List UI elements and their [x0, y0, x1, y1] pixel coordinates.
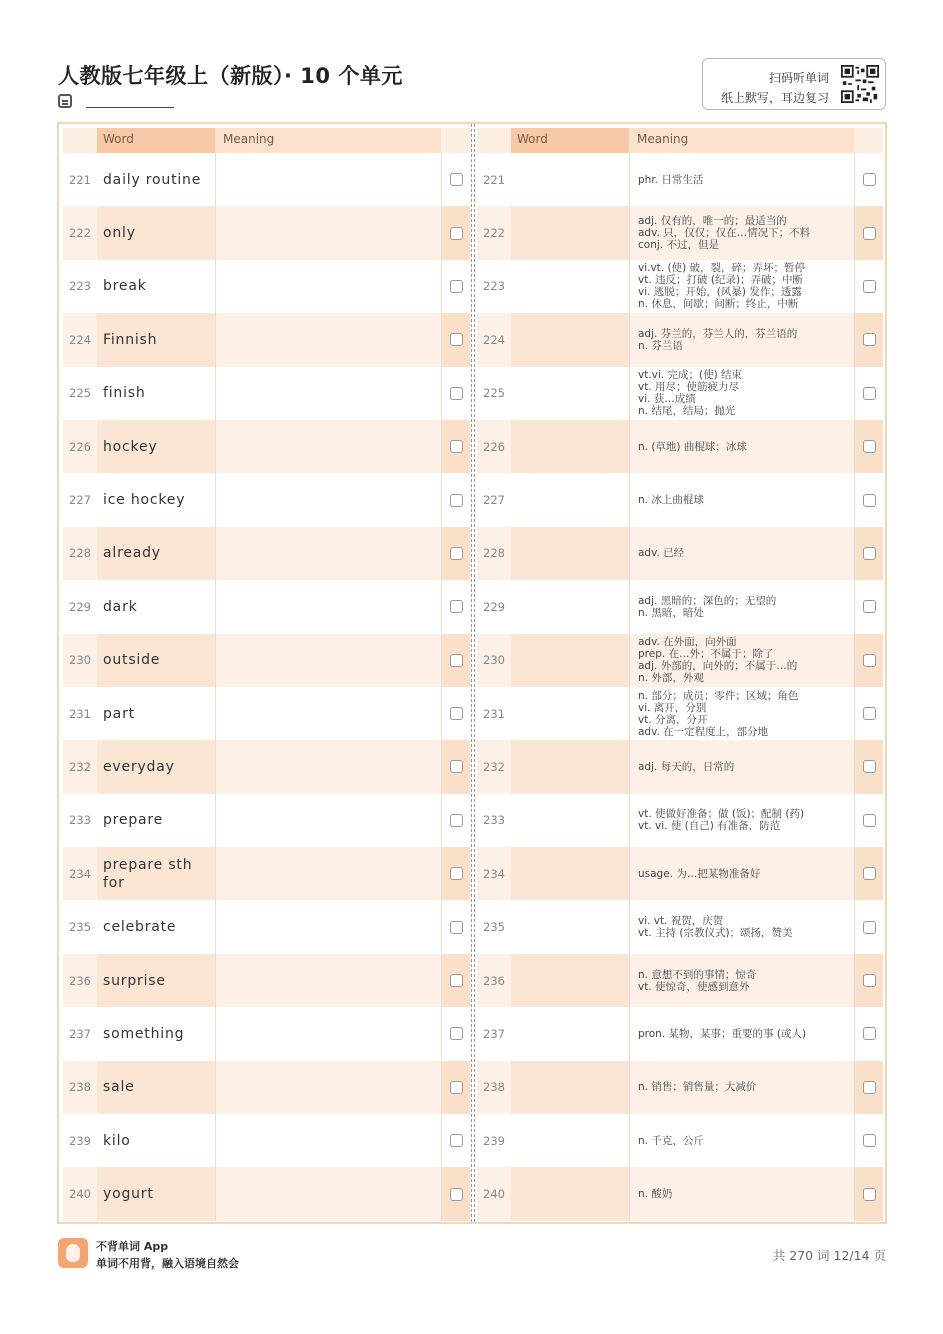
row-number: 224 [483, 332, 505, 347]
word-cell: everyday [97, 740, 215, 793]
table-row [477, 954, 883, 1007]
word-cell: hockey [97, 420, 215, 473]
row-number: 230 [483, 653, 505, 668]
word-cell: dark [103, 598, 138, 615]
word-blank-cell [511, 1007, 629, 1060]
table-row [63, 206, 470, 259]
table-row [477, 900, 883, 953]
row-number: 225 [69, 386, 91, 401]
check-cell [441, 634, 470, 687]
row-number: 226 [69, 439, 91, 454]
check-cell [854, 313, 883, 366]
check-cell [854, 954, 883, 1007]
checkbox[interactable] [450, 494, 463, 507]
meaning-blank-cell [215, 527, 441, 580]
check-cell [441, 1007, 470, 1060]
word-cell: kilo [103, 1132, 131, 1149]
check-cell [441, 367, 470, 420]
table-header [63, 128, 470, 153]
check-cell [441, 527, 470, 580]
check-cell [854, 900, 883, 953]
row-number: 231 [69, 706, 91, 721]
row-number: 237 [69, 1026, 91, 1041]
table-row [477, 206, 883, 259]
check-cell [854, 1167, 883, 1220]
word-cell: prepare [103, 812, 164, 829]
meaning-blank-cell [215, 367, 441, 420]
word-blank-cell [511, 1114, 629, 1167]
table-row [63, 153, 470, 206]
checkbox[interactable] [450, 280, 463, 293]
row-number: 232 [483, 759, 505, 774]
meaning-cell: adj. 黑暗的；深色的；无望的 n. 黑暗，暗处 [629, 580, 854, 633]
checkbox[interactable] [863, 440, 876, 453]
row-number: 225 [483, 386, 505, 401]
header-word: Word [511, 128, 629, 153]
table-row [477, 313, 883, 366]
meaning-cell: n. 销售；销售量；大减价 [629, 1061, 854, 1114]
row-number: 223 [69, 279, 91, 294]
word-cell: celebrate [103, 919, 177, 936]
word-cell: part [103, 705, 135, 722]
meaning-cell: vi.vt. (使) 破，裂，碎；弄坏；暂停 vt. 违反；打破 (纪录)；弄破；中断 vi. 逃脱；开始，(风暴) 发作；透露 n. 休息，间歇；间断；终止，中断 [629, 260, 854, 313]
check-cell [854, 740, 883, 793]
check-cell [854, 527, 883, 580]
table-row [63, 420, 470, 473]
table-row [477, 420, 883, 473]
checkbox[interactable] [863, 760, 876, 773]
app-name: 不背单词 App [96, 1240, 169, 1253]
meaning-blank-cell [215, 420, 441, 473]
meaning-cell: vt. 使做好准备；做 (饭)；配制 (药) vt. vi. 使 (自己) 有准备，防范 [629, 794, 854, 847]
meaning-cell: n. 酸奶 [629, 1167, 854, 1220]
table-row [63, 687, 470, 740]
word-blank-cell [511, 1061, 629, 1114]
table-row [477, 367, 883, 420]
check-cell [854, 1114, 883, 1167]
checkbox[interactable] [450, 227, 463, 240]
table-row [63, 847, 470, 900]
checkbox[interactable] [450, 1081, 463, 1094]
meaning-blank-cell [215, 954, 441, 1007]
checkbox[interactable] [450, 173, 463, 186]
row-number: 240 [69, 1187, 91, 1202]
row-number: 233 [69, 813, 91, 828]
meaning-blank-cell [215, 206, 441, 259]
left-rows [63, 153, 470, 1221]
table-row [477, 740, 883, 793]
row-number: 229 [69, 599, 91, 614]
row-number: 238 [69, 1080, 91, 1095]
meaning-cell: n. 意想不到的事情；惊奇 vt. 使惊奇，使感到意外 [629, 954, 854, 1007]
row-number: 222 [69, 226, 91, 241]
meaning-cell: adv. 在外面，向外面 prep. 在…外；不属于；除了 adj. 外部的，向外的；不属于…的 n. 外部，外观 [629, 634, 854, 687]
check-cell [854, 206, 883, 259]
table-row [63, 954, 470, 1007]
check-cell [854, 260, 883, 313]
check-cell [854, 580, 883, 633]
meaning-cell: vt.vi. 完成；(使) 结束 vt. 用尽；使筋疲力尽 vi. 获…成绩 n. 结尾，结局；抛光 [629, 367, 854, 420]
checkbox[interactable] [863, 867, 876, 880]
header-meaning: Meaning [215, 128, 441, 153]
row-number: 230 [69, 653, 91, 668]
word-cell: outside [97, 634, 215, 687]
checkbox[interactable] [450, 600, 463, 613]
table-row [63, 794, 470, 847]
row-number: 222 [483, 226, 505, 241]
word-cell: surprise [97, 954, 215, 1007]
table-header [477, 128, 883, 153]
word-blank-cell [511, 954, 629, 1007]
word-blank-cell [511, 527, 629, 580]
table-row [477, 794, 883, 847]
meaning-blank-cell [215, 1007, 441, 1060]
checkbox[interactable] [863, 333, 876, 346]
checkbox[interactable] [863, 814, 876, 827]
name-blank-line [86, 107, 174, 108]
meaning-blank-cell [215, 580, 441, 633]
meaning-blank-cell [215, 847, 441, 900]
row-number: 234 [69, 866, 91, 881]
row-number: 235 [483, 920, 505, 935]
table-row [63, 1061, 470, 1114]
name-icon [58, 94, 72, 108]
check-cell [441, 1114, 470, 1167]
check-cell [854, 794, 883, 847]
meaning-blank-cell [215, 473, 441, 526]
page-title: 人教版七年级上（新版）· 10 个单元 [58, 64, 403, 88]
check-cell [854, 687, 883, 740]
row-number: 228 [483, 546, 505, 561]
checkbox[interactable] [863, 280, 876, 293]
checkbox[interactable] [863, 173, 876, 186]
meaning-cell: vi. vt. 祝贺，庆贺 vt. 主持 (宗教仪式)；颂扬，赞美 [629, 900, 854, 953]
check-cell [441, 580, 470, 633]
word-blank-cell [511, 634, 629, 687]
word-blank-cell [511, 794, 629, 847]
row-number: 233 [483, 813, 505, 828]
check-cell [441, 420, 470, 473]
table-row [477, 473, 883, 526]
word-blank-cell [511, 1167, 629, 1220]
word-cell: finish [103, 385, 146, 402]
check-cell [441, 1167, 470, 1220]
checkbox[interactable] [450, 547, 463, 560]
word-cell: Finnish [97, 313, 215, 366]
check-cell [441, 954, 470, 1007]
row-number: 234 [483, 866, 505, 881]
checkbox[interactable] [450, 760, 463, 773]
checkbox[interactable] [450, 333, 463, 346]
word-blank-cell [511, 153, 629, 206]
meaning-blank-cell [215, 794, 441, 847]
table-row [477, 634, 883, 687]
check-cell [854, 847, 883, 900]
meaning-cell: adv. 已经 [629, 527, 854, 580]
checkbox[interactable] [450, 867, 463, 880]
row-number: 240 [483, 1187, 505, 1202]
table-row [63, 740, 470, 793]
meaning-blank-cell [215, 687, 441, 740]
word-cell: daily routine [103, 171, 202, 188]
worksheet-frame [57, 122, 887, 1224]
row-number: 239 [69, 1133, 91, 1148]
meaning-cell: adj. 每天的，日常的 [629, 740, 854, 793]
row-number: 221 [483, 172, 505, 187]
checkbox[interactable] [863, 600, 876, 613]
row-number: 228 [69, 546, 91, 561]
table-row [63, 527, 470, 580]
word-cell: prepare sth for [97, 847, 215, 900]
table-row [63, 473, 470, 526]
row-number: 227 [483, 493, 505, 508]
meaning-blank-cell [215, 740, 441, 793]
check-cell [441, 473, 470, 526]
table-row [477, 1114, 883, 1167]
row-number: 231 [483, 706, 505, 721]
app-slogan: 单词不用背，融入语境自然会 [96, 1257, 239, 1270]
check-cell [854, 634, 883, 687]
checkbox[interactable] [863, 654, 876, 667]
checkbox[interactable] [450, 921, 463, 934]
check-cell [441, 900, 470, 953]
row-number: 226 [483, 439, 505, 454]
qr-caption-dictation: 纸上默写，耳边复习 [720, 91, 829, 105]
table-row [63, 260, 470, 313]
word-cell: already [97, 527, 215, 580]
table-row [477, 153, 883, 206]
word-blank-cell [511, 740, 629, 793]
check-cell [854, 1061, 883, 1114]
checkbox[interactable] [863, 1027, 876, 1040]
word-blank-cell [511, 206, 629, 259]
checkbox[interactable] [450, 1188, 463, 1201]
header-word: Word [97, 128, 215, 153]
check-cell [441, 153, 470, 206]
meaning-cell: phr. 日常生活 [629, 153, 854, 206]
word-blank-cell [511, 367, 629, 420]
check-cell [854, 1007, 883, 1060]
check-cell [441, 206, 470, 259]
table-row [63, 1114, 470, 1167]
table-row [477, 260, 883, 313]
word-cell: break [103, 278, 147, 295]
word-blank-cell [511, 900, 629, 953]
check-cell [441, 313, 470, 366]
word-cell: ice hockey [103, 492, 186, 509]
word-column-sheet [63, 128, 470, 1221]
meaning-cell: n. 冰上曲棍球 [629, 473, 854, 526]
word-blank-cell [511, 687, 629, 740]
meaning-blank-cell [215, 1167, 441, 1220]
meaning-cell: n. (草地) 曲棍球；冰球 [629, 420, 854, 473]
checkbox[interactable] [863, 1081, 876, 1094]
checkbox[interactable] [450, 440, 463, 453]
table-row [63, 900, 470, 953]
check-cell [854, 473, 883, 526]
qr-caption-listen: 扫码听单词 [768, 71, 829, 85]
check-cell [441, 260, 470, 313]
check-cell [854, 420, 883, 473]
checkbox[interactable] [450, 654, 463, 667]
row-number: 236 [69, 973, 91, 988]
table-row [477, 1061, 883, 1114]
meaning-cell: pron. 某物，某事；重要的事 (或人) [629, 1007, 854, 1060]
check-cell [441, 1061, 470, 1114]
check-cell [441, 740, 470, 793]
meaning-blank-cell [215, 900, 441, 953]
meaning-column-sheet [477, 128, 883, 1221]
meaning-cell: adj. 芬兰的，芬兰人的，芬兰语的 n. 芬兰语 [629, 313, 854, 366]
row-number: 224 [69, 332, 91, 347]
table-row [477, 687, 883, 740]
word-blank-cell [511, 313, 629, 366]
name-field [58, 94, 174, 108]
checkbox[interactable] [863, 1134, 876, 1147]
meaning-blank-cell [215, 153, 441, 206]
header-meaning: Meaning [629, 128, 854, 153]
checkbox[interactable] [450, 707, 463, 720]
table-row [477, 527, 883, 580]
checkbox[interactable] [863, 707, 876, 720]
checkbox[interactable] [450, 814, 463, 827]
table-row [477, 1167, 883, 1220]
word-blank-cell [511, 420, 629, 473]
table-row [63, 1007, 470, 1060]
word-cell: sale [97, 1061, 215, 1114]
table-row [63, 580, 470, 633]
row-number: 239 [483, 1133, 505, 1148]
table-row [477, 1007, 883, 1060]
meaning-blank-cell [215, 313, 441, 366]
check-cell [441, 794, 470, 847]
row-number: 223 [483, 279, 505, 294]
checkbox[interactable] [863, 547, 876, 560]
table-row [63, 634, 470, 687]
app-logo [58, 1238, 88, 1268]
check-cell [441, 847, 470, 900]
qr-code-icon[interactable] [841, 65, 879, 103]
checkbox[interactable] [450, 974, 463, 987]
table-row [477, 847, 883, 900]
meaning-cell: n. 千克，公斤 [629, 1114, 854, 1167]
meaning-blank-cell [215, 260, 441, 313]
row-number: 235 [69, 920, 91, 935]
row-number: 227 [69, 493, 91, 508]
table-row [63, 1167, 470, 1220]
word-blank-cell [511, 847, 629, 900]
meaning-cell: adj. 仅有的，唯一的；最适当的 adv. 只，仅仅；仅在…情况下；不料 conj. 不过，但是 [629, 206, 854, 259]
meaning-cell: usage. 为…把某物准备好 [629, 847, 854, 900]
row-number: 238 [483, 1080, 505, 1095]
right-rows [477, 153, 883, 1221]
word-cell: only [97, 206, 215, 259]
word-blank-cell [511, 260, 629, 313]
row-number: 236 [483, 973, 505, 988]
checkbox[interactable] [863, 227, 876, 240]
table-row [63, 313, 470, 366]
checkbox[interactable] [863, 494, 876, 507]
checkbox[interactable] [863, 1188, 876, 1201]
row-number: 221 [69, 172, 91, 187]
checkbox[interactable] [450, 387, 463, 400]
row-number: 232 [69, 759, 91, 774]
check-cell [854, 367, 883, 420]
meaning-blank-cell [215, 634, 441, 687]
check-cell [854, 153, 883, 206]
checkbox[interactable] [450, 1134, 463, 1147]
checkbox[interactable] [863, 921, 876, 934]
row-number: 229 [483, 599, 505, 614]
word-blank-cell [511, 473, 629, 526]
table-row [63, 367, 470, 420]
word-cell: yogurt [97, 1167, 215, 1220]
check-cell [441, 687, 470, 740]
word-blank-cell [511, 580, 629, 633]
row-number: 237 [483, 1026, 505, 1041]
meaning-cell: n. 部分；成员；零件；区域；角色 vi. 离开，分别 vt. 分离，分开 adv. 在一定程度上，部分地 [629, 687, 854, 740]
table-row [477, 580, 883, 633]
fold-line [471, 124, 475, 1222]
checkbox[interactable] [863, 387, 876, 400]
checkbox[interactable] [863, 974, 876, 987]
qr-panel[interactable] [702, 58, 886, 110]
checkbox[interactable] [450, 1027, 463, 1040]
meaning-blank-cell [215, 1061, 441, 1114]
page-counter: 共 270 词 12/14 页 [772, 1248, 886, 1263]
meaning-blank-cell [215, 1114, 441, 1167]
word-cell: something [103, 1025, 185, 1042]
